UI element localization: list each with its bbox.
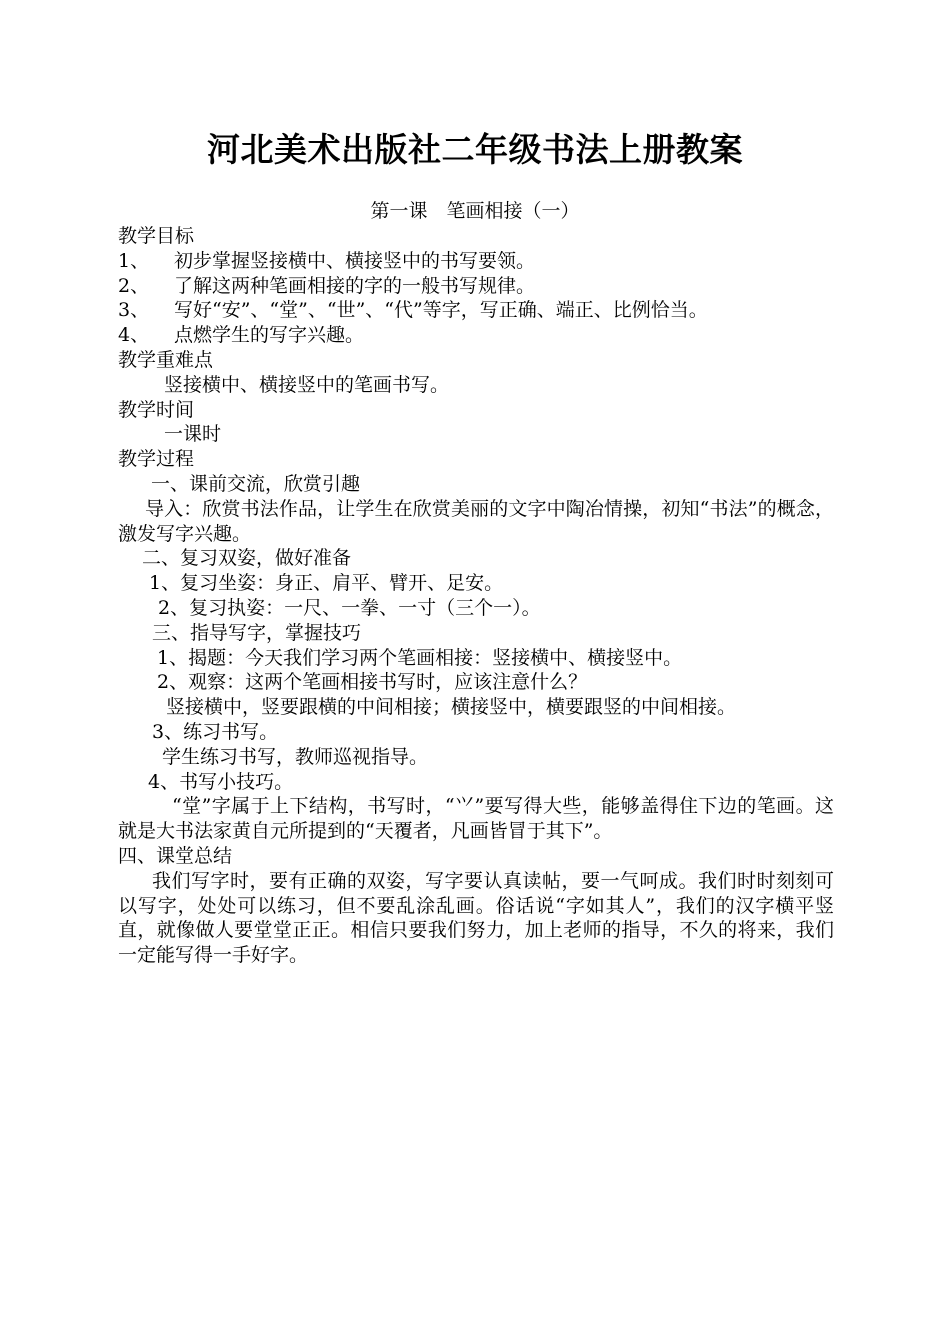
step3-item: 1、揭题：今天我们学习两个笔画相接：竖接横中、横接竖中。 <box>157 646 683 669</box>
objective-text: 点燃学生的写字兴趣。 <box>174 324 365 347</box>
lesson-subtitle: 第一课 笔画相接（一） <box>370 200 580 222</box>
key-points-text: 竖接横中、横接竖中的笔画书写。 <box>164 373 450 396</box>
step3-item: 3、练习书写。 <box>152 720 279 743</box>
step3-item-text: “堂”字属于上下结构，书写时，“⺍”要写得大些，能够盖得住下边的笔画。这就是大书法家黄自元所提到的“天覆者，凡画皆冒于其下”。 <box>118 795 834 843</box>
objective-text: 初步掌握竖接横中、横接竖中的书写要领。 <box>174 249 536 272</box>
process-heading: 教学过程 <box>118 448 195 471</box>
time-heading: 教学时间 <box>118 398 195 421</box>
objective-text: 写好“安”、“堂”、“世”、“代”等字，写正确、端正、比例恰当。 <box>174 299 708 322</box>
objective-item <box>118 323 834 348</box>
objective-number: 3、 <box>118 299 150 322</box>
key-points-heading: 教学重难点 <box>118 348 214 371</box>
step3-item: 4、书写小技巧。 <box>148 770 294 793</box>
summary-text: 我们写字时，要有正确的双姿，写字要认真读帖，要一气呵成。我们时时刻刻可以写字，处处可以练习，但不要乱涂乱画。俗话说“字如其人”，我们的汉字横平竖直，就像做人要堂堂正正。相信只要我们努力，加上老师的指导，不久的将来，我们一定能写得一手好字。 <box>118 869 834 967</box>
step3-item: 2、观察：这两个笔画相接书写时，应该注意什么？ <box>157 671 588 694</box>
objective-text: 了解这两种笔画相接的字的一般书写规律。 <box>174 274 536 297</box>
objective-item <box>118 298 834 323</box>
objective-number: 2、 <box>118 274 150 297</box>
step2-item: 2、复习执姿：一尺、一拳、一寸（三个一）。 <box>158 596 541 619</box>
step3-answer: 竖接横中，竖要跟横的中间相接；横接竖中，横要跟竖的中间相接。 <box>166 696 737 719</box>
step3-title: 三、指导写字，掌握技巧 <box>152 621 362 644</box>
step2-title: 二、复习双姿，做好准备 <box>142 547 352 570</box>
objective-item <box>118 274 834 299</box>
objectives-heading: 教学目标 <box>118 225 195 247</box>
step2-item: 1、复习坐姿：身正、肩平、臂开、足安。 <box>149 572 504 595</box>
objective-number: 4、 <box>118 324 150 347</box>
step3-item-text: 学生练习书写，教师巡视指导。 <box>162 745 429 768</box>
step1-title: 一、课前交流，欣赏引趣 <box>151 472 361 495</box>
time-text: 一课时 <box>164 423 222 446</box>
document-body <box>118 224 834 968</box>
summary-heading: 四、课堂总结 <box>118 844 233 867</box>
step1-text: 导入：欣赏书法作品，让学生在欣赏美丽的文字中陶冶情操，初知“书法”的概念，激发写字兴趣。 <box>118 497 834 545</box>
objective-number: 1、 <box>118 249 150 272</box>
document-title: 河北美术出版社二年级书法上册教案 <box>207 130 743 169</box>
objective-item <box>118 249 834 274</box>
